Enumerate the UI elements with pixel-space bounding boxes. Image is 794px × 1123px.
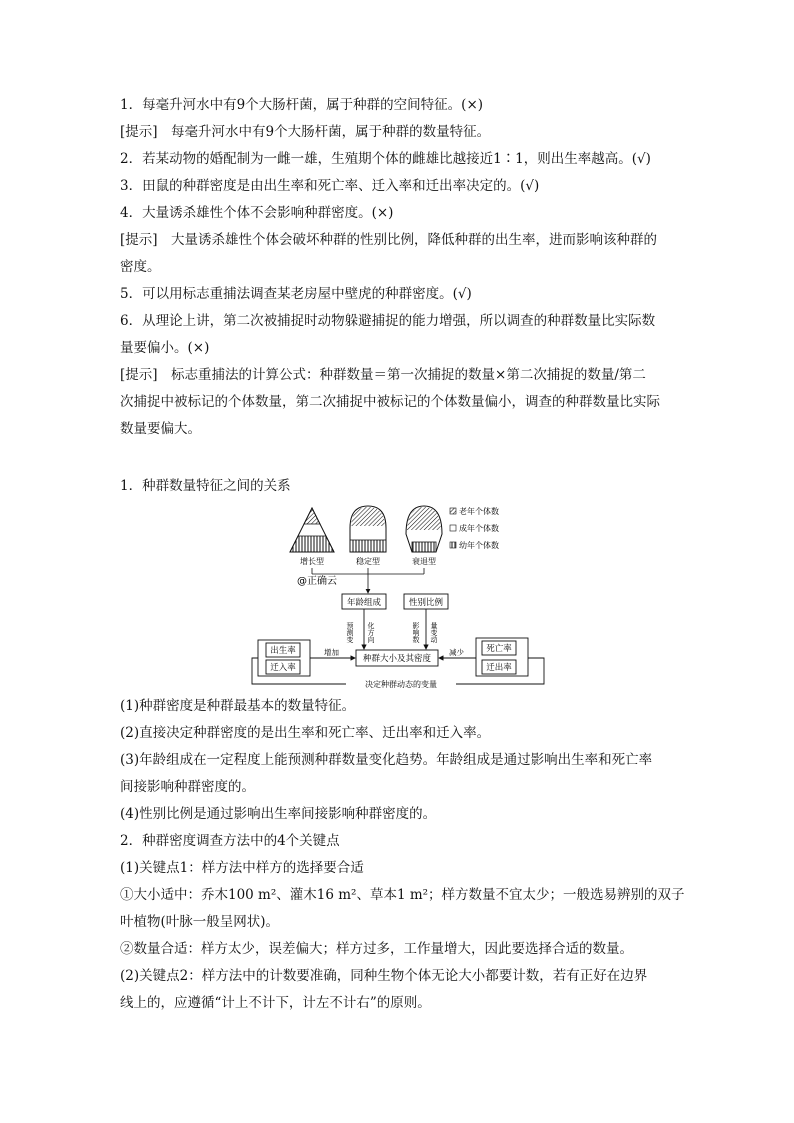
legend-adult: 成年个体数 bbox=[459, 524, 499, 533]
death-rate-label: 死亡率 bbox=[486, 644, 512, 654]
legend-old-swatch bbox=[450, 508, 456, 514]
review-line-2: 2．若某动物的婚配制为一雌一雄，生殖期个体的雌雄比越接近1∶1，则出生率越高。(√) bbox=[120, 151, 651, 167]
sex-arrow-label-1: 影响数 bbox=[412, 622, 420, 643]
review-line-5: 5．可以用标志重捕法调查某老房屋中壁虎的种群密度。(√) bbox=[120, 286, 472, 302]
review-line-1: 1．每毫升河水中有9个大肠杆菌，属于种群的空间特征。(×) bbox=[120, 97, 484, 113]
keypoint-1-size: ①大小适中：乔木100 m²、灌木16 m²、草本1 m²；样方数量不宜太少；一般选易辨别的双子 bbox=[120, 887, 685, 903]
legend bbox=[450, 506, 499, 550]
review-line-4: 4．大量诱杀雄性个体不会影响种群密度。(×) bbox=[120, 205, 394, 221]
age-structure-label: 年龄组成 bbox=[346, 598, 382, 608]
pyramid-label-stable: 稳定型 bbox=[356, 557, 380, 566]
legend-old: 老年个体数 bbox=[459, 507, 499, 516]
review-hint-6: [提示] 标志重捕法的计算公式：种群数量＝第一次捕捉的数量×第二次捕捉的数量/第二 bbox=[120, 367, 646, 383]
legend-adult-swatch bbox=[450, 525, 456, 531]
keypoint-2: (2)关键点2：样方法中的计数要准确，同种生物个体无论大小都要计数，若有正好在边界 bbox=[120, 968, 648, 984]
keypoint-1-count: ②数量合适：样方太少，误差偏大；样方过多，工作量增大，因此要选择合适的数量。 bbox=[120, 941, 633, 957]
stable-pyramid-icon bbox=[350, 506, 386, 552]
section-title-relations: 1．种群数量特征之间的关系 bbox=[120, 478, 291, 494]
sex-ratio-label: 性别比例 bbox=[408, 598, 444, 608]
review-line-3: 3．田鼠的种群密度是由出生率和死亡率、迁入率和迁出率决定的。(√) bbox=[120, 178, 540, 194]
point-4: (4)性别比例是通过影响出生率间接影响种群密度的。 bbox=[120, 806, 437, 822]
keypoint-1-size-cont: 叶植物(叶脉一般呈网状)。 bbox=[120, 914, 280, 930]
review-hint-1: [提示] 每毫升河水中有9个大肠杆菌，属于种群的数量特征。 bbox=[120, 124, 491, 140]
review-hint-6-cont2: 数量要偏大。 bbox=[120, 421, 201, 437]
legend-young-swatch bbox=[450, 542, 456, 548]
section-title-keypoints: 2．种群密度调查方法中的4个关键点 bbox=[120, 833, 340, 849]
point-1: (1)种群密度是种群最基本的数量特征。 bbox=[120, 698, 356, 714]
legend-young: 幼年个体数 bbox=[459, 541, 499, 550]
point-2: (2)直接决定种群密度的是出生率和死亡率、迁出率和迁入率。 bbox=[120, 725, 491, 741]
population-feature-diagram bbox=[250, 500, 550, 690]
age-arrow-label-1: 预测变 bbox=[346, 622, 354, 643]
age-arrow-label-2: 化方向 bbox=[367, 622, 375, 643]
watermark: @正确云 bbox=[297, 576, 337, 587]
point-3: (3)年龄组成在一定程度上能预测种群数量变化趋势。年龄组成是通过影响出生率和死亡率 bbox=[120, 752, 653, 768]
keypoint-2-cont: 线上的，应遵循“计上不计下，计左不计右”的原则。 bbox=[120, 995, 431, 1011]
review-hint-6-cont1: 次捕捉中被标记的个体数量，第二次捕捉中被标记的个体数量偏小，调查的种群数量比实际 bbox=[120, 394, 660, 410]
pyramid-label-decline: 衰退型 bbox=[412, 557, 436, 566]
birth-rate-label: 出生率 bbox=[270, 646, 296, 656]
keypoint-1: (1)关键点1：样方法中样方的选择要合适 bbox=[120, 860, 364, 876]
emigration-label: 迁出率 bbox=[486, 663, 512, 673]
decline-pyramid-icon bbox=[406, 506, 442, 552]
decrease-label: 减少 bbox=[449, 648, 464, 657]
point-3-cont: 间接影响种群密度的。 bbox=[120, 779, 255, 795]
review-line-6: 6．从理论上讲，第二次被捕捉时动物躲避捕捉的能力增强，所以调查的种群数量比实际数 bbox=[120, 313, 656, 329]
review-hint-4-cont: 密度。 bbox=[120, 259, 161, 275]
growth-pyramid-icon bbox=[290, 508, 334, 552]
immigration-label: 迁入率 bbox=[270, 663, 296, 673]
review-line-6-cont: 量要偏小。(×) bbox=[120, 340, 210, 356]
review-hint-4: [提示] 大量诱杀雄性个体会破坏种群的性别比例，降低种群的出生率，进而影响该种群的 bbox=[120, 232, 658, 248]
sex-arrow-label-2: 量变动 bbox=[430, 622, 438, 643]
population-size-label: 种群大小及其密度 bbox=[362, 654, 432, 664]
bottom-label: 决定种群动态的变量 bbox=[365, 680, 437, 689]
pyramid-label-growth: 增长型 bbox=[300, 557, 324, 566]
increase-label: 增加 bbox=[324, 648, 339, 657]
